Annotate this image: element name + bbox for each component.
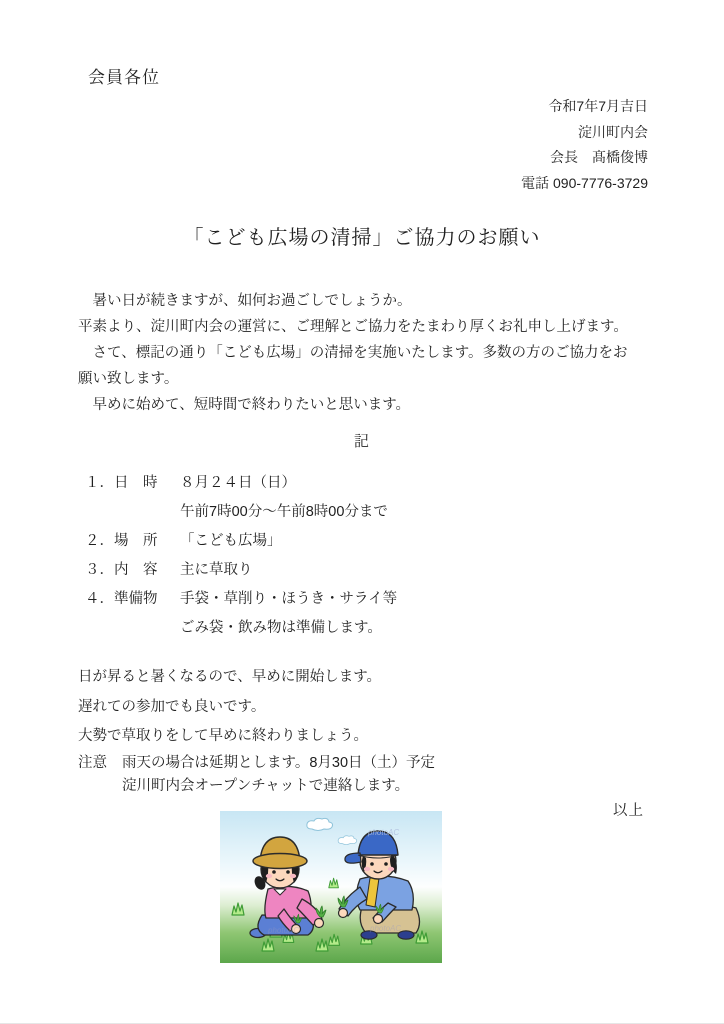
closing-marker: 以上 bbox=[613, 803, 644, 819]
item-value-line: ごみ袋・飲み物は準備します。 bbox=[180, 620, 382, 636]
item-value bbox=[180, 469, 388, 527]
body-line: 平素より、淀川町内会の運営に、ご理解とご協力をたまわり厚くお礼申し上げます。 bbox=[78, 319, 628, 335]
item-value-line: 「こども広場」 bbox=[180, 533, 282, 549]
watermark-text: photoAC bbox=[370, 924, 402, 933]
watermark-text: photoAC bbox=[268, 926, 300, 935]
children-weeding-illustration bbox=[220, 811, 442, 963]
item-place bbox=[85, 527, 397, 556]
caution-block bbox=[78, 752, 435, 797]
body-line: さて、標記の通り「こども広場」の清掃を実施いたします。多数の方のご協力をお bbox=[78, 345, 628, 361]
item-value bbox=[180, 585, 397, 643]
body-line: 願い致します。 bbox=[78, 371, 179, 387]
caution-label: 注意 bbox=[78, 755, 107, 771]
document-title: 「こども広場の清掃」ご協力のお願い bbox=[183, 227, 541, 249]
caution-line: 淀川町内会オープンチャットで連絡します。 bbox=[122, 777, 410, 794]
note-line: 日が昇ると暑くなるので、早めに開始します。 bbox=[78, 669, 382, 685]
item-content bbox=[85, 556, 397, 585]
body-line: 暑い日が続きますが、如何お過ごしでしょうか。 bbox=[78, 293, 412, 309]
body-paragraphs bbox=[78, 288, 628, 418]
body-line: 早めに始めて、短時間で終わりたいと思います。 bbox=[78, 397, 411, 413]
recipient: 会員各位 bbox=[88, 68, 160, 87]
details-list bbox=[85, 469, 397, 643]
note-line: 大勢で草取りをして早めに終わりましょう。 bbox=[78, 728, 368, 744]
record-marker: 記 bbox=[353, 433, 370, 450]
phone-line: 電話 090-7776-3729 bbox=[521, 174, 648, 191]
item-value bbox=[180, 527, 282, 556]
caution-lines bbox=[122, 752, 435, 797]
notes bbox=[78, 663, 381, 752]
item-label: ２．場 所 bbox=[85, 533, 158, 549]
item-label: ４．準備物 bbox=[85, 591, 158, 607]
item-value-line: 手袋・草削り・ほうき・サライ等 bbox=[180, 591, 398, 607]
sender-block bbox=[521, 94, 648, 196]
chairman-line: 会長 髙橋俊博 bbox=[550, 149, 648, 165]
organization-line: 淀川町内会 bbox=[578, 123, 648, 140]
item-value-line: 主に草取り bbox=[180, 562, 253, 578]
girl-hat-brim bbox=[253, 854, 307, 869]
item-datetime bbox=[85, 469, 397, 527]
note-line: 遅れての参加でも良いです。 bbox=[78, 698, 266, 715]
item-value-line: ８月２４日（日） bbox=[180, 475, 296, 491]
item-value-line: 午前7時00分～午前8時00分まで bbox=[180, 504, 388, 520]
caution-line: 雨天の場合は延期とします。8月30日（土）予定 bbox=[122, 755, 436, 771]
boy-cap-brim bbox=[345, 853, 361, 863]
watermark-text: photoAC bbox=[368, 828, 400, 837]
item-label: ３．内 容 bbox=[85, 562, 158, 578]
date-line: 令和7年7月吉日 bbox=[548, 98, 648, 114]
item-supplies bbox=[85, 585, 397, 643]
item-value bbox=[180, 556, 253, 585]
item-label: １．日 時 bbox=[85, 475, 158, 491]
